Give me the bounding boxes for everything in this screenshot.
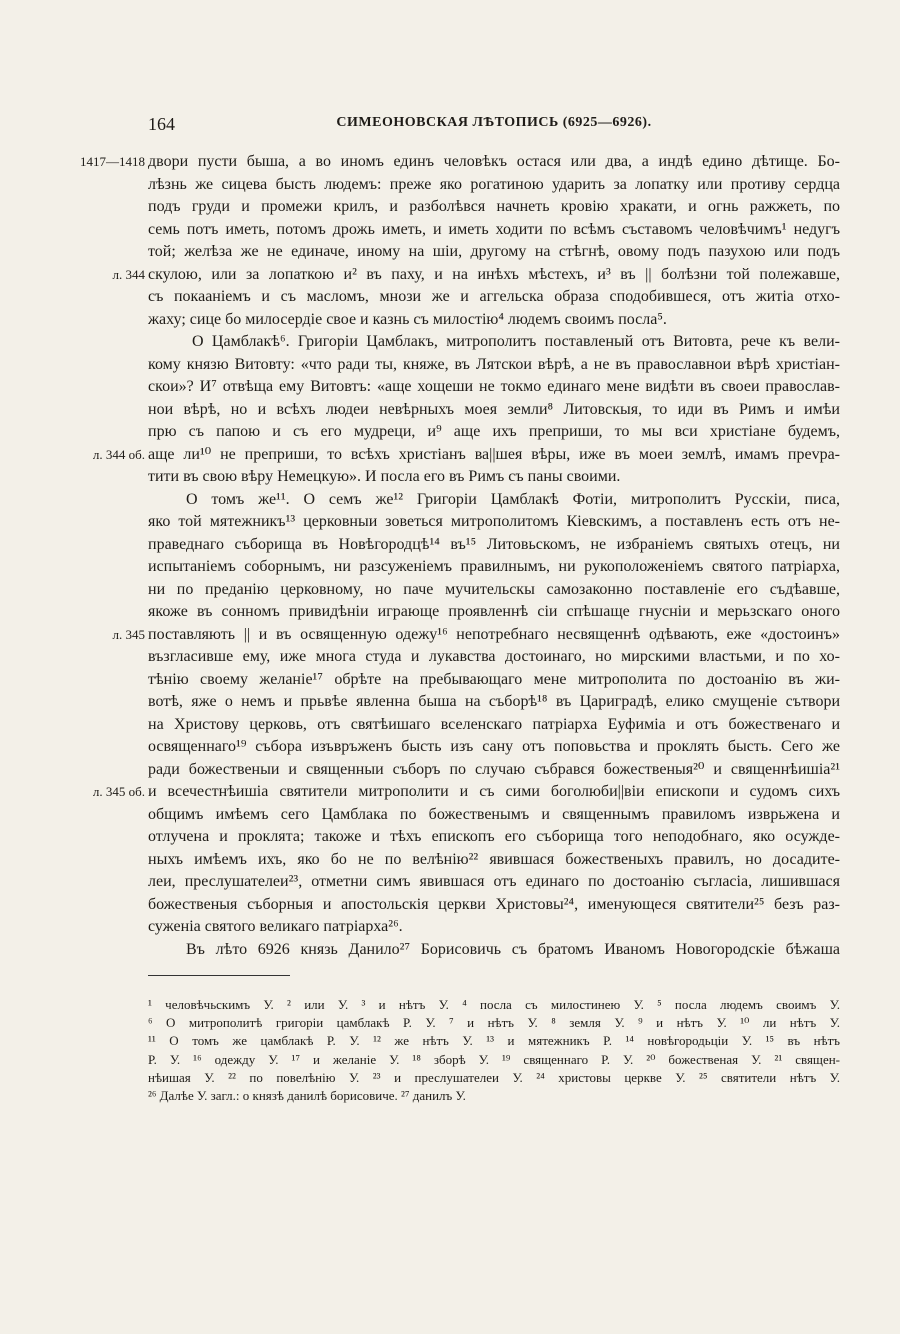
line-text: на Христову церковь, отъ святѣишаго вселенскаго патріарха Еуфиміа и отъ божественаго и	[148, 715, 840, 733]
line-text: лѣзнь же сицева бысть людемъ: преже яко рогатиною ударить за лопатку или противу сердца	[148, 175, 840, 193]
line-text: суженіа святого великаго патріарха²⁶.	[148, 918, 403, 935]
text-line	[148, 646, 840, 669]
text-line	[148, 241, 840, 264]
margin-note: л. 344	[112, 266, 145, 282]
line-text: съ покааніемъ и съ масломъ, мнози же и аггельска образа сподобившеся, отъ житіа отхо-	[148, 288, 840, 305]
text-line	[148, 871, 840, 894]
text-line	[92, 781, 840, 804]
line-text: О Цамблакѣ⁶. Григоріи Цамблакъ, митрополитъ поставленый отъ Витовта, рече къ вели-	[192, 333, 840, 350]
line-text: отлучена и проклята; такоже и тѣхъ епископъ его съборища того неподобнаго, яко осужде-	[148, 828, 840, 845]
text-line	[148, 714, 840, 737]
line-text: освященнаго¹⁹ събора изъвръженъ бысть изъ сану отъ поповьства и проклять бысть. Сего же	[148, 738, 840, 755]
line-text: кому князю Витовту: «что ради ты, княже, въ Лятскои вѣрѣ, а не въ православнои вѣрѣ христіан-	[148, 355, 840, 373]
text-line	[148, 691, 840, 714]
line-text: ни по преданію церковному, но паче мучительскы самозаконно поставленіе его съдѣавше,	[148, 580, 840, 598]
text-line	[148, 669, 840, 692]
line-text: аще ли¹⁰ не преприши, то всѣхъ христіанъ ва||шея вѣры, иже въ моеи землѣ, имамъ прevра-	[148, 445, 840, 463]
text-line	[148, 916, 840, 939]
line-text: поставляють || и въ освященную одежу¹⁶ непотребнаго несвященнѣ одѣвають, еже «достоинъ»	[148, 625, 840, 643]
text-line	[148, 826, 840, 849]
line-text: праведнаго съборища въ Новѣгородцѣ¹⁴ въ¹⁵ Литовьскомъ, не избраніемъ святыхъ отецъ, ни	[148, 535, 840, 553]
line-text: испытаніемъ соборнымъ, ни разсуженіемъ правилнымъ, ни рукоположеніемъ святого патріарха,	[148, 558, 840, 575]
line-text: двори пусти быша, а во иномъ единъ человѣкъ остася или два, а индѣ едино дѣтище. Бо-	[148, 153, 840, 170]
text-line	[148, 939, 840, 962]
line-text: якоже въ сонномъ привидѣніи играюще проявленнѣ сіи спѣшаще гнусніи и мерьзскаго оного	[148, 603, 840, 620]
line-text: божественыя съборныя и апостольскія церкви Христовы²⁴, именующеся святители²⁵ безъ раз-	[148, 895, 840, 913]
footnotes	[148, 996, 840, 1105]
margin-note: л. 345 об.	[92, 784, 145, 799]
line-text: семь потъ иметь, потомъ дрожь иметь, и иметь ходити по всѣмъ съставомъ человѣчимъ¹ недугъ	[148, 220, 840, 238]
footnote-line: ²⁶ Далѣе У. загл.: о князѣ данилѣ борисовиче. ²⁷ данилъ У.	[148, 1087, 466, 1103]
line-text: скулою, или за лопаткою и² въ паху, и на инѣхъ мѣстехъ, и³ въ || болѣзни той полежавше,	[148, 265, 840, 283]
page-number: 164	[148, 114, 175, 134]
text-line	[148, 579, 840, 602]
margin-note: л. 344 об.	[92, 446, 145, 462]
text-line	[148, 309, 840, 332]
text-line	[148, 421, 840, 444]
text-line	[148, 376, 840, 399]
line-text: той; желѣза же не единаче, иному на шіи, другому на стѣгнѣ, овому подъ пазухою или подъ	[148, 243, 840, 260]
footnote-line: ⁶ О митрополитѣ григоріи цамблакѣ Р. У. ⁷ и нѣтъ У. ⁸ земля У. ⁹ и нѣтъ У. ¹⁰ ли нѣтъ У.	[148, 1015, 840, 1031]
running-title: СИМЕОНОВСКАЯ ЛѢТОПИСЬ (6925—6926).	[336, 115, 652, 130]
line-text: О томъ же¹¹. О семъ же¹² Григоріи Цамблакѣ Фотіи, митрополитъ Русскіи, писа,	[186, 490, 840, 508]
line-text: възгласивше ему, иже многа студа и лукавства достоинаго, но мирскими властьми, и по хо-	[148, 648, 840, 665]
text-line	[148, 511, 840, 534]
text-line	[148, 354, 840, 377]
line-text: тѣнію своему желаніе¹⁷ обрѣте на пребывающаго мене митрополита по достоанію въ жи-	[148, 670, 840, 688]
text-line	[148, 736, 840, 759]
line-text: жаху; сице бо милосердіе свое и казнь съ милостію⁴ людемъ своимъ посла⁵.	[148, 310, 667, 328]
line-text: леи, преслушателеи²³, отметни симъ явившася отъ единаго по достоанію съгласіа, лишившася	[148, 873, 840, 890]
text-line	[148, 489, 840, 512]
page-header	[148, 114, 840, 136]
text-line	[148, 804, 840, 827]
margin-note: л. 345	[112, 626, 145, 642]
line-text: нои вѣрѣ, но и всѣхъ людеи невѣрныхъ моея земли⁸ Литовскыя, то иди въ Римъ и имѣи	[148, 400, 840, 418]
text-line	[148, 196, 840, 219]
text-line	[112, 624, 840, 647]
margin-note: 1417—1418	[80, 154, 145, 169]
footnote-divider	[148, 975, 290, 976]
line-text: ради божественыи и священныи съборъ по случаю събрався божественыя²⁰ и священнѣишіа²¹	[148, 760, 840, 778]
line-text: общимъ имѣемъ сего Цамблака по божественымъ и священнымъ правиломъ изврьжена и	[148, 805, 840, 823]
line-text: яко той мятежникъ¹³ церковныи зоветься митрополитомъ Кіевскимъ, а поставленъ есть отъ не-	[148, 513, 840, 530]
line-text: прю съ папою и съ его мудреци, и⁹ аще ихъ преприши, то мы вси христіане будемъ,	[148, 423, 840, 440]
text-line	[148, 759, 840, 782]
text-line	[148, 894, 840, 917]
text-line	[148, 849, 840, 872]
line-text: скои»? И⁷ отвѣща ему Витовтъ: «аще хощеши не токмо единаго мене видѣти въ своеи православ-	[148, 378, 840, 395]
text-line	[80, 151, 840, 174]
text-line	[148, 601, 840, 624]
footnote-line: ¹¹ О томъ же цамблакѣ Р. У. ¹² же нѣтъ У. ¹³ и мятежникъ Р. ¹⁴ новѣгородьціи У. ¹⁵ въ нѣтъ	[148, 1033, 840, 1049]
text-line	[148, 219, 840, 242]
text-line	[148, 556, 840, 579]
line-text: вотѣ, яже о немъ и прьвѣе явленна быша на съборѣ¹⁸ въ Цариградѣ, елико смущеніе сътвори	[148, 693, 840, 710]
footnote-line: нѣишая У. ²² по повелѣнію У. ²³ и преслушателеи У. ²⁴ христовы церкве У. ²⁵ святители нѣтъ У.	[148, 1069, 840, 1085]
line-text: и всечестнѣишіа святители митрополити и съ сими боголюби||віи епископи и судомъ сихъ	[148, 783, 840, 800]
footnote-line: ¹ человѣчьскимъ У. ² или У. ³ и нѣтъ У. ⁴ посла съ милостинею У. ⁵ посла людемъ своимъ У.	[148, 997, 840, 1012]
line-text: ныхъ имѣемъ ихъ, яко бо не по велѣнію²² явившася божественыхъ правилъ, но досадите-	[148, 850, 840, 868]
text-line	[148, 286, 840, 309]
text-line	[148, 466, 840, 489]
line-text: подъ груди и промежи крилъ, и разболѣвся начнеть кровію хракати, и огнь ражжеть, по	[148, 198, 840, 215]
text-line	[148, 534, 840, 557]
text-line	[92, 444, 840, 467]
chronicle-text	[80, 151, 840, 961]
text-line	[148, 331, 840, 354]
line-text: тити въ свою вѣру Немецкую». И посла его въ Римъ съ паны своими.	[148, 468, 621, 485]
footnote-line: Р. У. ¹⁶ одежду У. ¹⁷ и желаніе У. ¹⁸ зборѣ У. ¹⁹ священнаго Р. У. ²⁰ божественая У. ²¹ священ-	[148, 1051, 840, 1067]
text-line	[148, 399, 840, 422]
text-line	[112, 264, 840, 287]
text-line	[148, 174, 840, 197]
line-text: Въ лѣто 6926 князь Данило²⁷ Борисовичь съ братомъ Иваномъ Новогородскіе бѣжаша	[186, 940, 840, 958]
